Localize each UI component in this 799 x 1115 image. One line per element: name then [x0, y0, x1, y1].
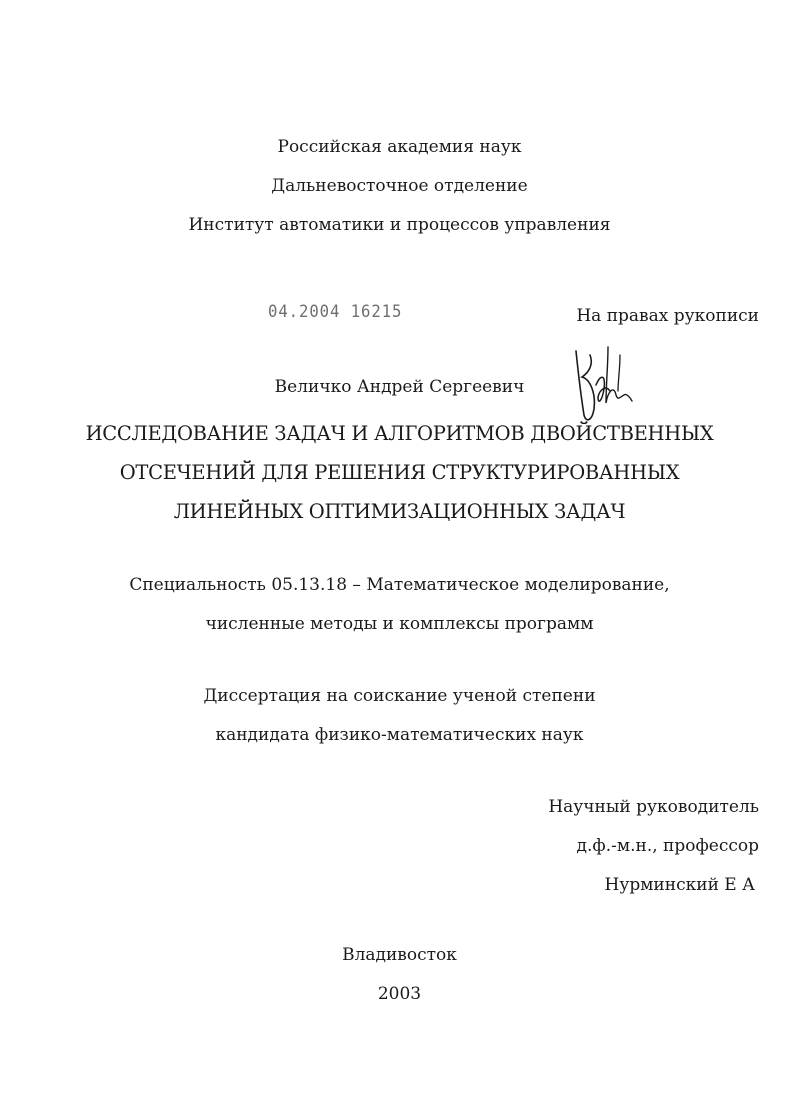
author-signature: [568, 345, 638, 425]
thesis-title-line-1: ИССЛЕДОВАНИЕ ЗАДАЧ И АЛГОРИТМОВ ДВОЙСТВЕННЫХ: [85, 422, 714, 445]
library-stamp-code: 04.2004 16215: [268, 302, 403, 322]
degree-line-2: кандидата физико-математических наук: [215, 725, 584, 745]
org-academy: Российская академия наук: [277, 137, 522, 157]
org-branch: Дальневосточное отделение: [271, 176, 528, 196]
author-name: Величко Андрей Сергеевич: [274, 377, 525, 397]
supervisor-label: Научный руководитель: [548, 797, 759, 817]
manuscript-rights-label: На правах рукописи: [576, 306, 759, 326]
supervisor-name: Нурминский Е А: [604, 875, 755, 895]
org-institute: Институт автоматики и процессов управления: [188, 215, 611, 235]
specialty-line-2: численные методы и комплексы программ: [205, 614, 594, 634]
thesis-title-line-2: ОТСЕЧЕНИЙ ДЛЯ РЕШЕНИЯ СТРУКТУРИРОВАННЫХ: [119, 461, 680, 484]
year: 2003: [377, 984, 422, 1004]
city: Владивосток: [342, 945, 457, 965]
supervisor-degree: д.ф.-м.н., профессор: [576, 836, 759, 856]
specialty-line-1: Специальность 05.13.18 – Математическое моделирование,: [129, 575, 670, 595]
thesis-title-line-3: ЛИНЕЙНЫХ ОПТИМИЗАЦИОННЫХ ЗАДАЧ: [173, 500, 626, 523]
degree-line-1: Диссертация на соискание ученой степени: [203, 686, 596, 706]
